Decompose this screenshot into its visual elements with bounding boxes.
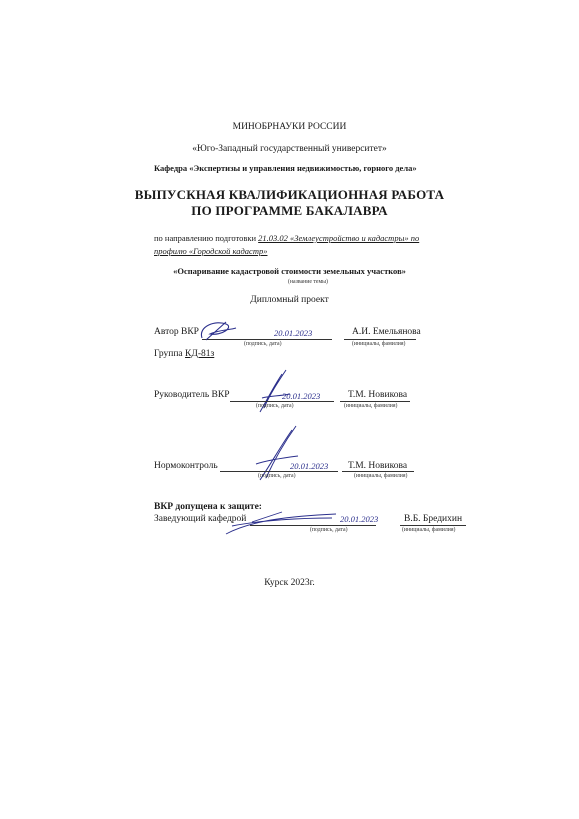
author-label: Автор ВКР: [154, 327, 199, 337]
admission-date: 20.01.2023: [340, 514, 379, 524]
author-name: А.И. Емельянова: [352, 327, 421, 337]
supervisor-signature-line: [230, 401, 334, 402]
author-name-line: [344, 339, 416, 340]
admission-name-line: [400, 525, 466, 526]
normcontrol-name-caption: (инициалы, фамилия): [354, 473, 408, 479]
topic: «Оспаривание кадастровой стоимости земельных участков»: [173, 266, 406, 276]
document-title-line1: ВЫПУСКНАЯ КВАЛИФИКАЦИОННАЯ РАБОТА: [134, 187, 445, 202]
city-year: Курск 2023г.: [264, 578, 315, 588]
supervisor-name-caption: (инициалы, фамилия): [344, 403, 398, 409]
department-name: Кафедра «Экспертизы и управления недвижимостью, горного дела»: [154, 163, 417, 173]
normcontrol-name: Т.М. Новикова: [348, 461, 408, 471]
author-name-caption: (инициалы, фамилия): [352, 341, 406, 347]
admission-heading: ВКР допущена к защите:: [154, 502, 262, 512]
university-name: «Юго-Западный государственный университет»: [192, 144, 387, 154]
direction-value: 21.03.02 «Землеустройство и кадастры» по: [258, 233, 420, 243]
topic-caption: (название темы): [288, 279, 328, 285]
admission-name-caption: (инициалы, фамилия): [402, 527, 456, 533]
project-type: Дипломный проект: [250, 295, 329, 305]
supervisor-date: 20.01.2023: [282, 391, 321, 401]
normcontrol-name-line: [342, 471, 414, 472]
direction-line: [154, 234, 419, 243]
admission-name: В.Б. Бредихин: [404, 514, 463, 524]
author-date: 20.01.2023: [274, 328, 313, 338]
ministry-name: МИНОБРНАУКИ РОССИИ: [232, 122, 347, 132]
admission-label: Заведующий кафедрой: [154, 514, 247, 524]
direction-prefix: по направлению подготовки: [154, 233, 257, 243]
normcontrol-label: Нормоконтроль: [154, 461, 218, 471]
author-sign-caption: (подпись, дата): [244, 341, 282, 347]
normcontrol-signature-line: [220, 471, 338, 472]
document-title-line2: ПО ПРОГРАММЕ БАКАЛАВРА: [191, 203, 388, 218]
admission-sign-caption: (подпись, дата): [310, 527, 348, 533]
author-signature: [196, 318, 240, 344]
supervisor-name-line: [340, 401, 410, 402]
group-label: Группа: [154, 349, 183, 359]
supervisor-sign-caption: (подпись, дата): [256, 403, 294, 409]
profile-value: профилю «Городской кадастр»: [154, 246, 268, 256]
normcontrol-sign-caption: (подпись, дата): [258, 473, 296, 479]
normcontrol-date: 20.01.2023: [290, 461, 329, 471]
group-value: КД-81з: [185, 349, 215, 359]
supervisor-name: Т.М. Новикова: [348, 390, 408, 400]
admission-signature-line: [250, 525, 376, 526]
group-line: [154, 350, 214, 360]
supervisor-label: Руководитель ВКР: [154, 390, 230, 400]
